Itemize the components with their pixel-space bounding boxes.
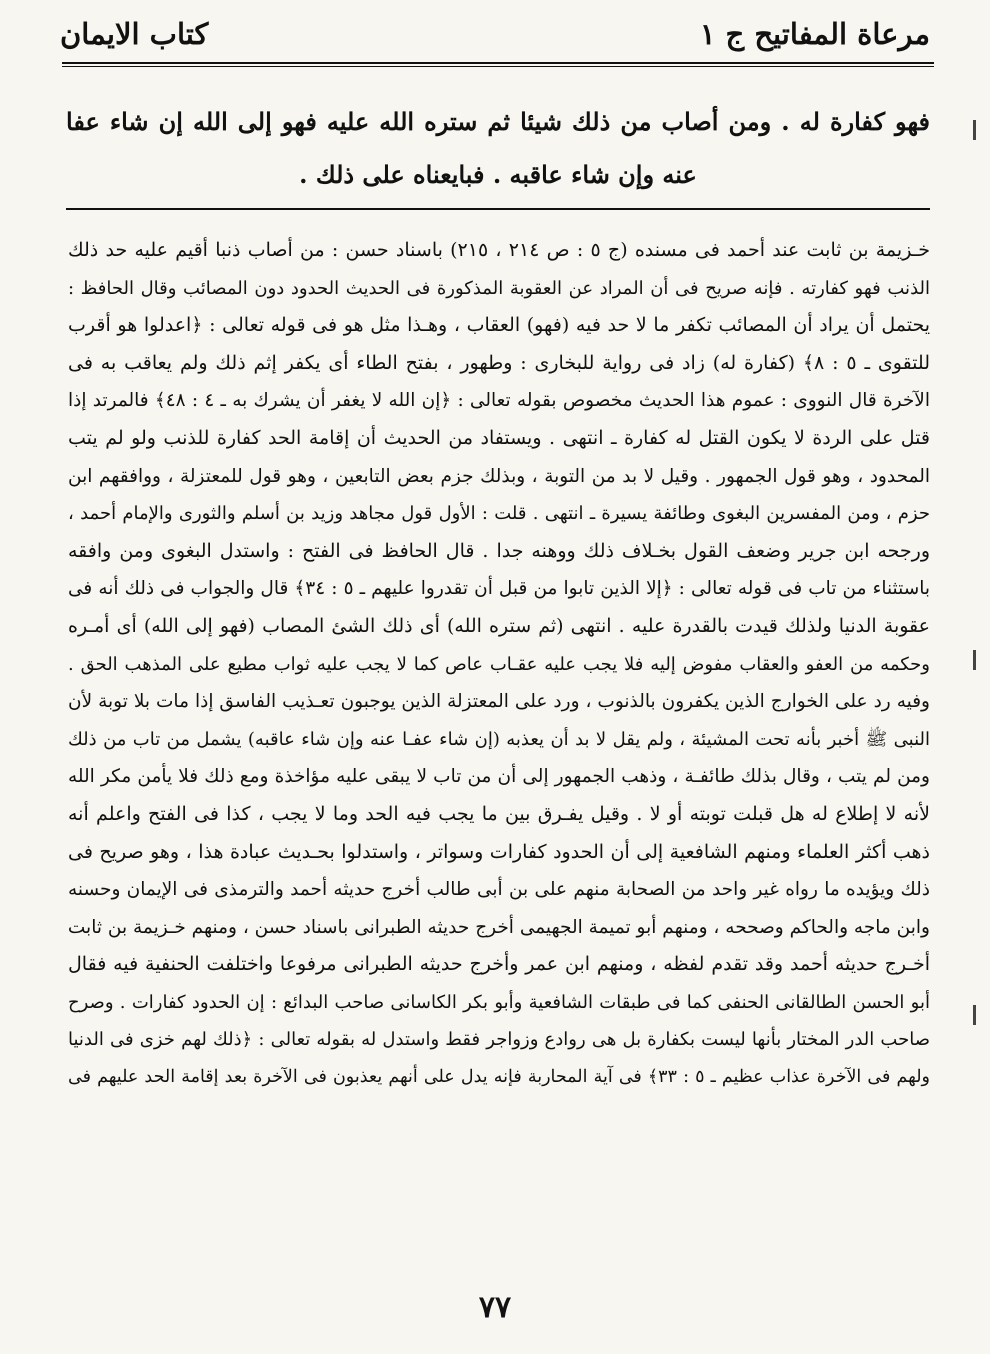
commentary-line: ذلك ويؤيده ما رواه غير واحد من الصحابة منهم على بن أبى طالب أخرج حديثه أحمد والترمذى فى الإيمان وحسنه [68,879,930,901]
header-rule [62,62,934,64]
commentary-line: حزم ، ومن المفسرين البغوى وطائفة يسيرة ـ انتهى . قلت : الأول قول مجاهد وزيد بن أسلم والثورى والإمام أحمد ، [68,503,930,525]
commentary-line: للتقوى ـ ٥ : ٨﴾ (كفارة له) زاد فى رواية للبخارى : وطهور ، بفتح الطاء أى يكفر إثم ذلك ولم يعاقب به فى [68,351,930,374]
commentary-line: الآخرة قال النووى : عموم هذا الحديث مخصوص بقوله تعالى : ﴿إن الله لا يغفر أن يشرك به ـ ٤ : ٤٨﴾ فالمرتد إذا [68,390,930,412]
chapter-title: كتاب الايمان [60,17,209,51]
hadith-text [66,95,930,201]
commentary-line: وابن ماجه والحاكم وصححه ، ومنهم أبو تميمة الجهيمى أخرج حديثه الطبرانى باسناد حسن ، ومنهم خـزيمة بن ثابت [68,916,930,938]
page-number: ٧٧ [478,1290,512,1325]
commentary-text [68,232,930,1097]
commentary-line: النبى ﷺ أخبر بأنه تحت المشيئة ، ولم يقل لا بد أن يعذبه (إن شاء عفـا عنه وإن شاء عاقبه) يشمل من تاب من ذلك [68,728,930,750]
commentary-line: باستثناء من تاب فى قوله تعالى : ﴿إلا الذين تابوا من قبل أن تقدروا عليهم ـ ٥ : ٣٤﴾ قال والجواب فى ذلك أنه فى [68,578,930,600]
scan-edge-mark [973,120,976,140]
running-header [60,14,930,54]
commentary-line: ولهم فى الآخرة عذاب عظيم ـ ٥ : ٣٣﴾ فى آية المحاربة فإنه يدل على أنهم يعذبون فى الآخرة بعد إقامة الحد عليهم فى [68,1067,930,1088]
commentary-line: ذهب أكثر العلماء ومنهم الشافعية إلى أن الحدود كفارات وسواتر ، واستدلوا بحـديث عبادة هذا ، وهو صريح فى [68,840,930,863]
scan-edge-mark [973,650,976,670]
hadith-line: عنه وإن شاء عاقبه . فبايعناه على ذلك . [299,160,697,189]
commentary-line: وفيه رد على الخوارج الذين يكفرون بالذنوب ، ورد على المعتزلة الذين يوجبون تعـذيب الفاسق إذا مات بلا توبة لأن [68,691,930,713]
book-title: مرعاة المفاتيح ج ١ [699,17,930,51]
commentary-line: وحكمه من العفو والعقاب مفوض إليه فلا يجب عليه عقـاب عاص كما لا يجب عليه ثواب مطيع على المذهب الحق . [68,653,930,675]
commentary-line: الذنب فهو كفارته . فإنه صريح فى أن المراد عن العقوبة المذكورة فى الحديث الحدود دون المصائب وقال الحافظ : [68,277,930,299]
commentary-line: ومن لم يتب ، وقال بذلك طائفـة ، وذهب الجمهور إلى أن من تاب لا يبقى عليه مؤاخذة ومع ذلك فلا يأمن مكر الله [68,766,930,788]
commentary-line: أخـرج حديثه أحمد وقد تقدم لفظه ، ومنهم ابن عمر وأخرج حديثه الطبرانى مرفوعا واختلفت الحنفية فيه فقال [68,953,930,976]
scan-edge-mark [973,1005,976,1025]
commentary-line: صاحب الدر المختار بأنها ليست بكفارة بل هى روادع وزواجر فقط واستدل له بقوله تعالى : ﴿ذلك لهم خزى فى الدنيا [68,1029,930,1051]
commentary-line: أبو الحسن الطالقانى الحنفى كما فى طبقات الشافعية وأبو بكر الكاسانى صاحب البدائع : إن الحدود كفارات . وصرح [68,991,930,1013]
section-divider [66,208,930,210]
hadith-line: فهو كفارة له . ومن أصاب من ذلك شيئا ثم ستره الله عليه فهو إلى الله إن شاء عفا [66,107,930,136]
commentary-line: ورجحه ابن جرير وضعف القول بخـلاف ذلك ووهنه جدا . قال الحافظ فى الفتح : واستدل البغوى ومن وافقه [68,539,930,562]
commentary-line: يحتمل أن يراد أن المصائب تكفر ما لا حد فيه (فهو) العقاب ، وهـذا مثل هو فى قوله تعالى : ﴿اعدلوا هو أقرب [68,314,930,337]
commentary-line: عقوبة الدنيا ولذلك قيدت بالقدرة عليه . انتهى (ثم ستره الله) أى ذلك الشئ المصاب (فهو إلى الله) أى أمـره [68,614,930,637]
commentary-line: لأنه لا إطلاع له هل قبلت توبته أو لا . وقيل يفـرق بين ما يجب فيه الحد وما لا يجب ، كذا فى الفتح واعلم أنه [68,802,930,825]
commentary-line: خـزيمة بن ثابت عند أحمد فى مسنده (ج ٥ : ص ٢١٤ ، ٢١٥) باسناد حسن : من أصاب ذنبا أقيم عليه حد ذلك [68,239,930,261]
header-rule-thin [62,66,934,67]
commentary-line: قتل على الردة لا يكون القتل له كفارة ـ انتهى . ويستفاد من الحديث أن إقامة الحد كفارة للذنب ولو لم يتب [68,426,930,449]
commentary-line: المحدود ، وهو قول الجمهور . وقيل لا بد من التوبة ، وبذلك جزم بعض التابعين ، وهو قول للمعتزلة ، ووافقهم ابن [68,465,930,487]
